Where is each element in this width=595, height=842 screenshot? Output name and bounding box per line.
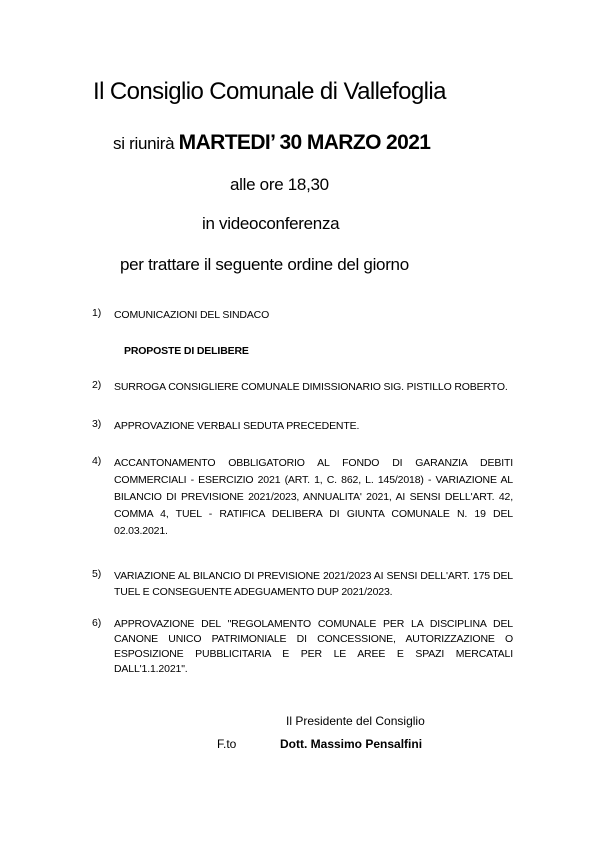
agenda-item-text: APPROVAZIONE DEL "REGOLAMENTO COMUNALE PER LA DISCIPLINA DEL CANONE UNICO PATRIMONIALE DI CONCESSIONE, AUTORIZZAZIONE O ESPOSIZIONE PUBBLICITARIA E PER LE AREE E SPAZI MERCATALI DALL'1.1.2021". xyxy=(114,618,513,675)
agenda-item-number: 2) xyxy=(92,379,102,391)
signature-role: Il Presidente del Consiglio xyxy=(286,714,425,728)
signature-fto: F.to xyxy=(217,737,237,751)
agenda-item-number: 1) xyxy=(92,307,102,319)
meeting-purpose: per trattare il seguente ordine del giorno xyxy=(120,255,409,274)
signature-name: Dott. Massimo Pensalfini xyxy=(280,737,423,751)
agenda-item-text: ACCANTONAMENTO OBBLIGATORIO AL FONDO DI GARANZIA DEBITI COMMERCIALI - ESERCIZIO 2021 (ART. 1, C. 862, L. 145/2018) - VARIAZIONE AL BILANCIO DI PREVISIONE 2021/2023, ANNUALITA' 2021, AI SENSI DELL'ART. 42, COMMA 4, TUEL - RATIFICA DELIBERA DI GIUNTA COMUNALE N. 19 DEL 02.03.2021. xyxy=(114,457,513,537)
meeting-time: alle ore 18,30 xyxy=(230,175,329,194)
agenda-item-text: COMUNICAZIONI DEL SINDACO xyxy=(114,309,270,321)
meeting-mode: in videoconferenza xyxy=(202,214,340,233)
agenda-item-text: VARIAZIONE AL BILANCIO DI PREVISIONE 2021/2023 AI SENSI DELL'ART. 175 DEL TUEL E CONSEGUENTE ADEGUAMENTO DUP 2021/2023. xyxy=(114,570,513,598)
agenda-item-text: APPROVAZIONE VERBALI SEDUTA PRECEDENTE. xyxy=(114,420,360,432)
agenda-item-number: 6) xyxy=(92,617,102,629)
agenda-item-number: 4) xyxy=(92,455,102,467)
agenda-item-number: 5) xyxy=(92,568,102,580)
document-title: Il Consiglio Comunale di Vallefoglia xyxy=(93,78,446,105)
meeting-date: MARTEDI’ 30 MARZO 2021 xyxy=(178,131,431,154)
proposte-heading: PROPOSTE DI DELIBERE xyxy=(124,345,249,357)
meeting-lead-text: si riunirà xyxy=(113,134,179,153)
agenda-item-number: 3) xyxy=(92,418,102,430)
agenda-item-text: SURROGA CONSIGLIERE COMUNALE DIMISSIONARIO SIG. PISTILLO ROBERTO. xyxy=(114,381,508,393)
meeting-date-line xyxy=(113,131,430,155)
